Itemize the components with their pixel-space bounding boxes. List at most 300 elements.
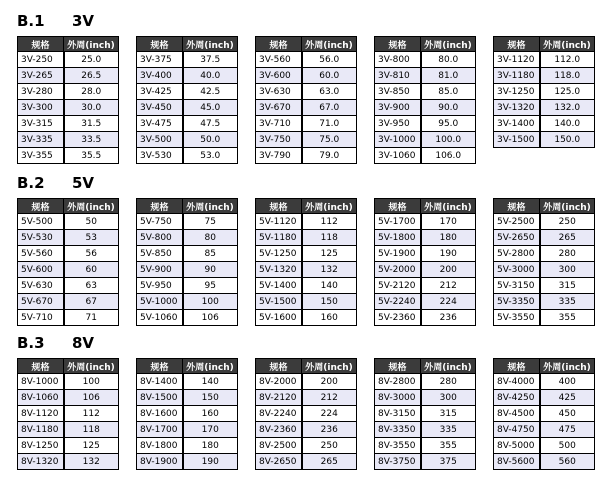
belt-model: 8V-3750 [375,454,421,470]
belt-model: 5V-900 [137,262,183,278]
belt-circumference: 132.0 [540,100,595,116]
spec-table [374,198,476,326]
belt-model: 3V-810 [375,68,421,84]
table-row [256,68,357,84]
spec-table [374,358,476,470]
table-row [256,52,357,68]
table-row [137,294,238,310]
belt-model: 5V-1400 [256,278,302,294]
table-row [375,390,476,406]
table-header-row [256,199,357,214]
table-row [18,68,119,84]
belt-circumference: 315 [421,406,476,422]
belt-model: 3V-1180 [494,68,540,84]
table-row [137,230,238,246]
table-row [18,84,119,100]
table-row [256,116,357,132]
belt-circumference: 190 [183,454,238,470]
header-model: 规格 [375,199,421,214]
belt-circumference: 170 [183,422,238,438]
belt-circumference: 160 [183,406,238,422]
table-header-row [137,37,238,52]
table-row [256,438,357,454]
belt-model: 3V-450 [137,100,183,116]
belt-model: 5V-1500 [256,294,302,310]
belt-circumference: 67 [64,294,119,310]
table-row [256,422,357,438]
table-row [137,406,238,422]
table-row [18,310,119,326]
header-circumference: 外周(inch) [183,199,238,214]
belt-model: 8V-3550 [375,438,421,454]
belt-model: 5V-2240 [375,294,421,310]
header-model: 规格 [137,359,183,374]
belt-model: 3V-375 [137,52,183,68]
belt-circumference: 100.0 [421,132,476,148]
belt-model: 8V-1800 [137,438,183,454]
belt-circumference: 90 [183,262,238,278]
belt-circumference: 335 [421,422,476,438]
belt-circumference: 37.5 [183,52,238,68]
belt-model: 8V-1700 [137,422,183,438]
table-row [256,294,357,310]
belt-model: 5V-2360 [375,310,421,326]
belt-circumference: 475 [540,422,595,438]
table-row [256,148,357,164]
belt-circumference: 180 [421,230,476,246]
belt-circumference: 71.0 [302,116,357,132]
table-row [18,454,119,470]
belt-model: 8V-2650 [256,454,302,470]
belt-model: 5V-1600 [256,310,302,326]
belt-model: 8V-2360 [256,422,302,438]
belt-model: 5V-2800 [494,246,540,262]
header-circumference: 外周(inch) [64,359,119,374]
table-header-row [137,199,238,214]
belt-circumference: 224 [421,294,476,310]
belt-model: 5V-500 [18,214,64,230]
belt-circumference: 150 [183,390,238,406]
belt-model: 5V-2000 [375,262,421,278]
header-model: 规格 [256,199,302,214]
table-row [256,246,357,262]
belt-circumference: 140.0 [540,116,595,132]
table-row [18,116,119,132]
table-row [137,278,238,294]
table-row [375,310,476,326]
table-row [375,132,476,148]
belt-model: 5V-2120 [375,278,421,294]
header-circumference: 外周(inch) [183,359,238,374]
belt-circumference: 75 [183,214,238,230]
belt-circumference: 56.0 [302,52,357,68]
header-model: 规格 [18,199,64,214]
belt-circumference: 100 [64,374,119,390]
spec-table [136,36,238,164]
belt-circumference: 100 [183,294,238,310]
belt-circumference: 375 [421,454,476,470]
table-row [256,454,357,470]
table-row [18,100,119,116]
header-circumference: 外周(inch) [302,37,357,52]
belt-circumference: 125.0 [540,84,595,100]
header-circumference: 外周(inch) [421,359,476,374]
header-circumference: 外周(inch) [64,199,119,214]
belt-model: 3V-1000 [375,132,421,148]
table-row [137,422,238,438]
belt-model: 5V-3150 [494,278,540,294]
belt-model: 5V-1320 [256,262,302,278]
belt-model: 8V-5600 [494,454,540,470]
belt-model: 8V-3000 [375,390,421,406]
belt-circumference: 265 [540,230,595,246]
header-model: 规格 [375,359,421,374]
table-header-row [256,359,357,374]
belt-circumference: 224 [302,406,357,422]
header-circumference: 外周(inch) [183,37,238,52]
section-code: B.3 [17,334,45,352]
table-row [256,214,357,230]
table-row [137,148,238,164]
belt-circumference: 40.0 [183,68,238,84]
belt-circumference: 160 [302,310,357,326]
belt-model: 3V-790 [256,148,302,164]
table-row [494,438,595,454]
belt-circumference: 212 [302,390,357,406]
belt-model: 3V-600 [256,68,302,84]
belt-circumference: 85.0 [421,84,476,100]
table-row [137,454,238,470]
belt-circumference: 560 [540,454,595,470]
belt-model: 5V-560 [18,246,64,262]
header-model: 规格 [494,199,540,214]
table-row [18,294,119,310]
belt-model: 5V-630 [18,278,64,294]
belt-model: 5V-3350 [494,294,540,310]
belt-model: 5V-670 [18,294,64,310]
table-row [18,246,119,262]
belt-circumference: 190 [421,246,476,262]
belt-circumference: 140 [183,374,238,390]
belt-circumference: 35.5 [64,148,119,164]
belt-circumference: 79.0 [302,148,357,164]
belt-circumference: 118 [302,230,357,246]
table-header-row [375,359,476,374]
belt-circumference: 67.0 [302,100,357,116]
belt-model: 8V-4750 [494,422,540,438]
belt-model: 8V-1320 [18,454,64,470]
belt-circumference: 42.5 [183,84,238,100]
table-row [256,374,357,390]
belt-circumference: 63 [64,278,119,294]
belt-circumference: 400 [540,374,595,390]
table-row [18,148,119,164]
belt-circumference: 45.0 [183,100,238,116]
table-row [375,422,476,438]
belt-circumference: 125 [64,438,119,454]
belt-circumference: 212 [421,278,476,294]
header-model: 规格 [256,37,302,52]
table-row [18,262,119,278]
belt-circumference: 355 [540,310,595,326]
spec-table [136,358,238,470]
table-row [494,374,595,390]
belt-circumference: 75.0 [302,132,357,148]
belt-model: 5V-3000 [494,262,540,278]
belt-circumference: 63.0 [302,84,357,100]
belt-model: 3V-250 [18,52,64,68]
belt-model: 3V-900 [375,100,421,116]
table-row [375,246,476,262]
table-row [18,52,119,68]
belt-model: 8V-2120 [256,390,302,406]
table-row [18,230,119,246]
belt-circumference: 236 [421,310,476,326]
section-code: B.2 [17,174,45,192]
table-row [18,278,119,294]
belt-model: 5V-600 [18,262,64,278]
table-row [375,116,476,132]
header-circumference: 外周(inch) [421,37,476,52]
belt-model: 8V-4500 [494,406,540,422]
table-row [375,454,476,470]
table-row [256,132,357,148]
belt-model: 5V-750 [137,214,183,230]
belt-model: 5V-1900 [375,246,421,262]
table-row [494,52,595,68]
table-row [137,68,238,84]
table-row [494,84,595,100]
belt-model: 3V-400 [137,68,183,84]
belt-model: 3V-280 [18,84,64,100]
belt-model: 3V-500 [137,132,183,148]
spec-table [17,358,119,470]
belt-circumference: 56 [64,246,119,262]
table-row [256,262,357,278]
belt-model: 3V-335 [18,132,64,148]
table-row [375,278,476,294]
table-header-row [375,199,476,214]
table-header-row [256,37,357,52]
table-row [375,68,476,84]
table-row [494,100,595,116]
table-row [256,278,357,294]
table-row [494,68,595,84]
belt-circumference: 112.0 [540,52,595,68]
table-row [375,100,476,116]
table-header-row [18,359,119,374]
belt-circumference: 30.0 [64,100,119,116]
table-row [494,454,595,470]
belt-model: 8V-5000 [494,438,540,454]
belt-model: 3V-530 [137,148,183,164]
table-row [494,278,595,294]
spec-section-3v [0,12,615,162]
belt-model: 3V-1500 [494,132,540,148]
belt-circumference: 28.0 [64,84,119,100]
belt-model: 5V-1800 [375,230,421,246]
spec-table [136,198,238,326]
table-header-row [375,37,476,52]
belt-circumference: 118 [64,422,119,438]
belt-circumference: 81.0 [421,68,476,84]
table-row [494,422,595,438]
belt-circumference: 106 [64,390,119,406]
table-row [137,438,238,454]
belt-model: 3V-670 [256,100,302,116]
table-row [494,230,595,246]
belt-circumference: 95.0 [421,116,476,132]
table-row [375,294,476,310]
spec-table [493,198,595,326]
belt-circumference: 53.0 [183,148,238,164]
belt-model: 8V-1400 [137,374,183,390]
table-row [494,214,595,230]
belt-circumference: 300 [421,390,476,406]
belt-model: 3V-300 [18,100,64,116]
belt-circumference: 25.0 [64,52,119,68]
belt-circumference: 50.0 [183,132,238,148]
belt-model: 8V-2240 [256,406,302,422]
belt-model: 5V-1250 [256,246,302,262]
belt-model: 3V-800 [375,52,421,68]
belt-model: 3V-750 [256,132,302,148]
table-row [375,374,476,390]
belt-model: 3V-1060 [375,148,421,164]
belt-circumference: 53 [64,230,119,246]
belt-model: 3V-1250 [494,84,540,100]
table-row [375,214,476,230]
belt-circumference: 106 [183,310,238,326]
table-header-row [137,359,238,374]
belt-model: 3V-630 [256,84,302,100]
table-row [375,52,476,68]
belt-model: 8V-4000 [494,374,540,390]
spec-section-8v [0,334,615,484]
table-row [18,374,119,390]
belt-model: 8V-1060 [18,390,64,406]
table-row [256,84,357,100]
table-row [137,262,238,278]
header-model: 规格 [137,199,183,214]
spec-table [493,358,595,470]
table-row [494,406,595,422]
belt-circumference: 500 [540,438,595,454]
belt-model: 5V-2500 [494,214,540,230]
table-row [18,390,119,406]
belt-model: 3V-425 [137,84,183,100]
belt-model: 8V-1250 [18,438,64,454]
table-row [375,230,476,246]
belt-circumference: 125 [302,246,357,262]
table-row [18,438,119,454]
belt-model: 8V-2500 [256,438,302,454]
table-row [494,132,595,148]
table-row [494,310,595,326]
table-row [375,84,476,100]
belt-model: 3V-560 [256,52,302,68]
header-model: 规格 [137,37,183,52]
belt-circumference: 250 [302,438,357,454]
belt-circumference: 170 [421,214,476,230]
belt-model: 8V-4250 [494,390,540,406]
table-row [494,390,595,406]
belt-circumference: 200 [421,262,476,278]
table-row [18,406,119,422]
belt-model: 5V-950 [137,278,183,294]
belt-model: 8V-1000 [18,374,64,390]
header-circumference: 外周(inch) [540,37,595,52]
belt-model: 8V-1180 [18,422,64,438]
belt-model: 5V-530 [18,230,64,246]
belt-model: 8V-3150 [375,406,421,422]
section-name: 5V [72,174,95,192]
belt-model: 8V-1120 [18,406,64,422]
belt-model: 3V-1320 [494,100,540,116]
belt-circumference: 112 [64,406,119,422]
belt-circumference: 335 [540,294,595,310]
header-model: 规格 [18,359,64,374]
spec-table [493,36,595,148]
table-row [137,52,238,68]
spec-table [17,36,119,164]
belt-circumference: 71 [64,310,119,326]
belt-model: 8V-3350 [375,422,421,438]
table-row [137,84,238,100]
belt-model: 3V-315 [18,116,64,132]
header-model: 规格 [494,37,540,52]
belt-circumference: 31.5 [64,116,119,132]
belt-model: 3V-265 [18,68,64,84]
table-header-row [494,37,595,52]
belt-circumference: 425 [540,390,595,406]
belt-model: 5V-1180 [256,230,302,246]
belt-model: 5V-3550 [494,310,540,326]
header-circumference: 外周(inch) [540,359,595,374]
table-row [256,406,357,422]
belt-circumference: 236 [302,422,357,438]
header-circumference: 外周(inch) [421,199,476,214]
belt-circumference: 180 [183,438,238,454]
belt-model: 3V-710 [256,116,302,132]
section-name: 8V [72,334,95,352]
table-row [18,422,119,438]
header-circumference: 外周(inch) [302,199,357,214]
belt-model: 3V-355 [18,148,64,164]
belt-model: 5V-800 [137,230,183,246]
table-row [137,116,238,132]
table-header-row [18,37,119,52]
belt-circumference: 85 [183,246,238,262]
table-row [137,310,238,326]
spec-section-5v [0,174,615,324]
belt-model: 3V-850 [375,84,421,100]
table-row [18,214,119,230]
belt-circumference: 26.5 [64,68,119,84]
belt-circumference: 60.0 [302,68,357,84]
spec-table [255,358,357,470]
belt-circumference: 60 [64,262,119,278]
belt-model: 5V-710 [18,310,64,326]
header-model: 规格 [256,359,302,374]
table-header-row [18,199,119,214]
table-row [256,310,357,326]
table-row [494,262,595,278]
belt-model: 5V-1000 [137,294,183,310]
spec-table [374,36,476,164]
belt-circumference: 140 [302,278,357,294]
header-circumference: 外周(inch) [64,37,119,52]
